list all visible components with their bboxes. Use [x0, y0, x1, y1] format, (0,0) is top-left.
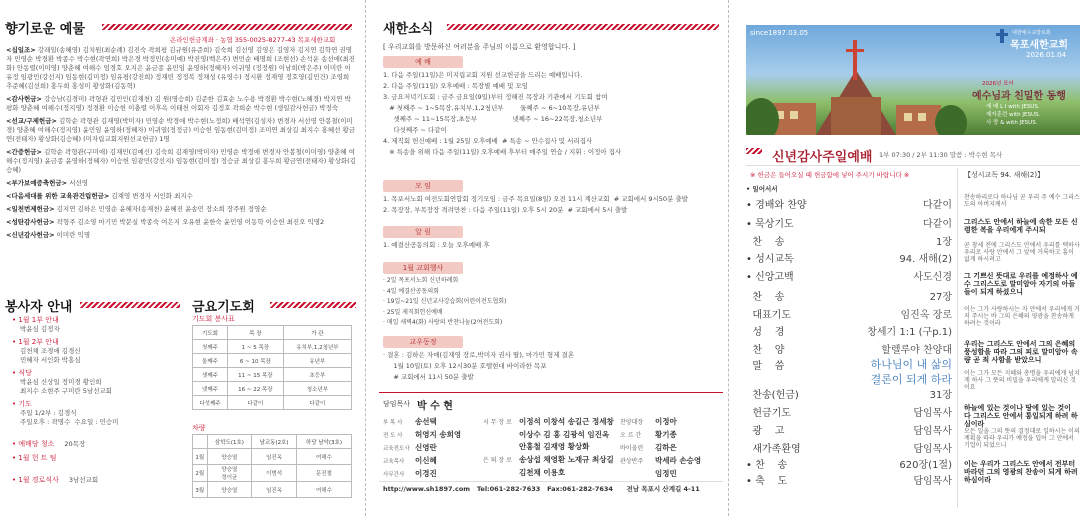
table-header-cell: [193, 435, 208, 449]
column-divider: [957, 168, 958, 508]
table-header-cell: 남교동(2호): [252, 435, 297, 449]
table-cell: 셋째주: [193, 368, 228, 382]
volunteer-item: [12, 400, 182, 427]
worship-notices: [383, 70, 723, 158]
worship-order-row: [746, 306, 952, 321]
events-list: [383, 276, 723, 329]
motto-line: 제자훈련 with JESUS.: [986, 112, 1041, 118]
volunteer-names: 주일 1/2부 : 김경식 주일오후 : 곽명수 수요일 : 민승미: [20, 409, 119, 426]
event-item: · 25일 제직회헌신예배: [383, 308, 443, 316]
reading-congregation: [964, 272, 1080, 296]
notices: [383, 240, 723, 251]
member-news-item: · 결혼 : 김하은 자매(김재영 장로,박미자 권사 딸), 마가민 형제 결혼: [383, 351, 575, 359]
table-cell: 3월: [193, 482, 208, 498]
friday-subtitle: 기도회 봉사표: [192, 315, 235, 323]
church-contact: http://www.sh1897.com Tel:061-282-7633 Fax:061-282-7634 전남 목포시 산계길 4-11: [383, 485, 700, 493]
table-cell: 첫째주: [193, 340, 228, 354]
right-panel: [728, 0, 1091, 516]
staff-name: 이신혜: [415, 456, 437, 465]
reading-leader: 찬송하리로다 하나님 곧 우리 주 예수 그리스도의 아버지께서: [964, 194, 1080, 208]
offering-group-label: <부가보예증축헌금>: [6, 179, 68, 187]
worship-order-label: 말 씀: [746, 361, 785, 372]
middle-panel: [365, 0, 728, 516]
worship-order-label: • 일어서서: [746, 185, 778, 193]
table-header: [193, 435, 352, 449]
motto-lines: [986, 103, 1040, 127]
table-row: [193, 396, 352, 410]
offering-title: 향기로운 예물: [5, 22, 85, 37]
offering-group-names: 강승남(김경미) 곽형관 김민인(김재천) 김 원(명승희) 김준한 김효순 노수용 박경환 박수현(노혜경) 박지연 박평화 양춘혜 여해수(정지영) 정경환 이승헌 이충렬 이후옥 이태천 이회자 김정호 곽희순 박수현 (생일감사헌금) 박정숙: [6, 95, 351, 112]
worship-service-title: 신년감사주일예배: [772, 150, 873, 165]
staff-role: 교육목사: [383, 459, 405, 465]
offering-group: [6, 179, 356, 188]
staff-role: 사무간사: [383, 472, 405, 478]
meeting-label: 모 임: [383, 180, 463, 192]
offering-group: [6, 46, 356, 91]
worship-order-row: [746, 323, 952, 338]
offering-group-label: <성탄감사헌금>: [6, 218, 55, 226]
table-cell: 양승열: [207, 482, 252, 498]
worship-order-row: [746, 422, 952, 437]
table-cell: 유치부,1,2청년부: [283, 340, 351, 354]
worship-order-row: [746, 440, 952, 455]
car-title: 차량: [192, 424, 206, 432]
violin-label: 바이올린: [620, 445, 644, 452]
staff-row: [383, 416, 483, 429]
worship-order-value: 하나님이 내 삶의 결론이 되게 하라: [870, 358, 952, 386]
reading-congregation: [964, 404, 1080, 428]
worship-order-label: 헌금기도: [746, 408, 791, 419]
reading-leader: 이는 그가 사랑하시는 자 안에서 우리에게 거저 주시는 바 그의 은혜의 영광을 찬송하게 하려는 것이라: [964, 306, 1080, 327]
staff-row: [383, 455, 483, 468]
meeting-notice: 1. 목포서노회 여전도회연합회 정기모임 : 금주 목요일(8일) 오전 11시 계산교회 # 교회에서 9시50분 출발: [383, 195, 688, 203]
elders-label: 시 무 장 로: [483, 419, 512, 426]
accomp-label: 관상반주: [620, 458, 644, 465]
staff-list: [383, 416, 483, 481]
worship-order-label: • 성시교독: [746, 254, 794, 265]
choir-label: 찬양대장: [620, 419, 644, 426]
table-cell: 2월: [193, 465, 208, 482]
offering-note: ※ 헌금은 들어오실 때 헌금함에 넣어 주시기 바랍니다 ※: [750, 171, 910, 179]
reading-title: 【성시교독 94. 새해(2)】: [964, 171, 1045, 179]
volunteer-names: 3남선교회: [68, 476, 99, 484]
worship-order-label: • 묵상기도: [746, 219, 794, 230]
table-cell: 1월: [193, 449, 208, 465]
worship-label: 예 배: [383, 56, 463, 68]
retired-label: 은 퇴 장 로: [483, 457, 512, 464]
volunteer-item: [12, 316, 182, 334]
motto-main: 예수님과 친밀한 동행: [972, 91, 1066, 102]
title-stripe: [102, 24, 352, 30]
worship-order-value: 담임목사: [913, 444, 952, 455]
table-cell: 양승열 정이균: [207, 465, 252, 482]
worship-order-row: [746, 250, 952, 265]
offering-group-names: 강래일(송혜영) 김치원(최순례) 김진숙 곽희평 김규원(유준희) 김숙희 김선영 김영은 김영자 김지연 김학연 권명자 민영순 박경환 박종수 박수현(곽연희) 박은경 박정민(송미예) 박진영(백은주) 변민순 배명희 (조현선) 손석운 송선애(최진화) 안동렬(이미영) 양춘혜 여해수 엄경호 오지은 윤금종 윤민임 윤영하(정혜자) 이귀영 (정정원) 이남희(박은주) 이미란 이유정 임광민(강선지) 임동현(김미정) 임유평(강진희) 정재빈 정정복 정채성 (유영수) 정시환 정재영 정호영(김민건) 조영희 추준혜(김선희) 홍두희 홍성미 황상화(김동혁): [6, 46, 356, 90]
condolence-label: 교우동정: [383, 336, 463, 348]
worship-order-value: 담임목사: [913, 426, 952, 437]
worship-order-label: • 경배와 찬양: [746, 200, 807, 211]
offering-group: [6, 205, 356, 214]
worship-order-label: • 찬 송: [746, 460, 788, 471]
worship-order-value: 620장(1절): [899, 460, 952, 471]
table-cell: 1 ~ 5 목장: [228, 340, 284, 354]
events-label: 1월 교회행사: [383, 262, 463, 274]
elders-names: 이정석 이창석 송길근 정세창 이상수 김 홍 김광석 임진옥 안홍철 김재영 황상화: [519, 417, 614, 451]
offering-group-names: 김재영 변경자 서인화 최지수: [109, 192, 193, 200]
reading-text: 이는 우리가 그리스도 안에서 전부터 바라던 그의 영광의 찬송이 되게 하려 하심이라: [964, 460, 1078, 484]
worship-notice: 1. 다음 주일(11일)은 미지립교회 지원 선교헌금을 드리는 예배입니다.: [383, 71, 583, 79]
event-item: · 2일 목포서노회 신년하례회: [383, 277, 459, 284]
staff-row: [383, 468, 483, 481]
title-stripe: [447, 24, 719, 30]
worship-order-label: 새가족환영: [746, 444, 801, 455]
member-news-item: # 교회에서 11시 50분 출발: [383, 373, 474, 381]
worship-order-value: 27장: [929, 292, 952, 303]
volunteer-label: • 1월 1부 안내: [12, 316, 59, 324]
table-row: [193, 382, 352, 396]
worship-order-row: [746, 268, 952, 283]
member-news: [383, 350, 723, 383]
reading-text: 그 기쁘신 뜻대로 우리를 예정하사 예수 그리스도로 말미암아 자기의 아들들이 되게 하셨으니: [964, 272, 1078, 296]
worship-order-value: 담임목사: [913, 408, 952, 419]
church-name: 목포새한교회: [1010, 40, 1068, 51]
worship-order-row: [746, 215, 952, 230]
offering-group-names: 곽형주 김소영 마기민 박문실 박종숙 여은지 오유현 윤한숙 윤민영 이동학 이승헌 최진오 익명2: [54, 218, 325, 226]
volunteer-label: • 식당: [12, 369, 32, 377]
staff-name: 송선택: [415, 417, 437, 426]
title-stripe: [270, 302, 356, 308]
member-news-item: 1월 10일(토) 오후 12시30분 호텔현대 바이라한 목포: [383, 362, 547, 370]
worship-order-label: • 신앙고백: [746, 272, 794, 283]
offering-group-label: <선교/구제헌금>: [6, 117, 57, 125]
title-stripe: [80, 302, 180, 308]
organ-label: 오 르 간: [620, 432, 642, 439]
organ-name: 황기종: [655, 430, 677, 439]
volunteer-names: 박윤심 신상일 정미경 황인희 최지수 소현주 구미란 5남선교회: [20, 378, 112, 395]
volunteer-label: • 예배당 청소: [12, 440, 55, 448]
footer-divider: [379, 481, 723, 482]
reading-text: 하늘에 있는 것이나 땅에 있는 것이 다 그리스도 안에서 통일되게 하려 하심이라: [964, 404, 1078, 428]
worship-order-value: 94. 새해(2): [899, 254, 952, 265]
table-cell: 다같이: [283, 396, 351, 410]
offering-list: [6, 46, 356, 244]
volunteer-label: • 1월 헌 트 팀: [12, 454, 57, 462]
volunteer-item: [12, 338, 182, 365]
offering-account: 온라인헌금계좌 · 농협 355-0025-8277-43 목포새한교회: [170, 36, 336, 44]
table-cell: 6 ~ 10 목장: [228, 354, 284, 368]
motto-line: 사 랑 & with JESUS.: [986, 120, 1038, 126]
worship-order-label: • 축 도: [746, 476, 788, 487]
reading-congregation: [964, 460, 1080, 484]
worship-order-label: 찬 양: [746, 345, 785, 356]
staff-name: 허영지 송희영: [415, 430, 462, 439]
worship-order-row: [746, 357, 952, 387]
worship-order-row: [746, 404, 952, 419]
table-header: [193, 326, 352, 340]
table-cell: 임진옥: [252, 482, 297, 498]
offering-group: [6, 117, 356, 144]
table-row: [193, 465, 352, 482]
offering-group-names: 서선영: [67, 179, 89, 187]
reading-text: 그리스도 안에서 하늘에 속한 모든 신령한 복을 우리에게 주시되: [964, 218, 1078, 234]
volunteer-names: 20목장: [64, 440, 86, 448]
offering-group-label: <십일조>: [6, 46, 36, 54]
worship-order-label: 광 고: [746, 426, 785, 437]
reading-text: 우리는 그리스도 안에서 그의 은혜의 풍성함을 따라 그의 피로 말미암아 속량 곧 죄 사함을 받았으니: [964, 340, 1078, 364]
worship-order-value: 할렐루야 찬양대: [881, 345, 952, 356]
reading-congregation: [964, 218, 1080, 234]
pastor-name: 박 수 현: [417, 401, 453, 412]
offering-group: [6, 218, 356, 227]
worship-order-value: 31장: [929, 390, 952, 401]
worship-order-label: 찬 송: [746, 237, 785, 248]
meeting-notices: [383, 194, 723, 216]
volunteer-item: [12, 467, 182, 486]
offering-group: [6, 148, 356, 175]
offering-group: [6, 192, 356, 201]
motto-line: 예 배 L I with JESUS.: [986, 104, 1040, 110]
volunteer-names: 김천채 조경애 김경신 민혜자 서인화 박홍심: [20, 347, 81, 364]
welcome-text: [ 우리교회를 방문하신 여러분을 주님의 이름으로 환영합니다. ]: [383, 43, 576, 51]
table-cell: 여해수: [296, 449, 351, 465]
table-header-cell: 기도회: [193, 326, 228, 340]
reading-leader: 모든 일을 그의 뜻의 결정대로 일하시는 이의 계획을 따라 우리가 예정을 입어 그 안에서 기업이 되었으니: [964, 428, 1080, 449]
worship-order-value: 1장: [935, 237, 952, 248]
news-title: 새한소식: [383, 22, 434, 37]
worship-order-row: [746, 184, 952, 193]
denomination: 대한예수교장로회: [1012, 30, 1051, 36]
left-panel: [0, 0, 365, 516]
staff-name: 이경진: [415, 469, 437, 478]
table-header-cell: 하당 남악(3호): [296, 435, 351, 449]
reading-leader: 이는 그가 모든 지혜와 총명을 우리에게 넘치게 하사 그 뜻의 비밀을 우리에게 알리신 것이요: [964, 370, 1080, 391]
table-cell: 청소년부: [283, 382, 351, 396]
offering-group-label: <다음세대를 위한 교육관건립헌금>: [6, 192, 110, 200]
staff-divider: [379, 392, 723, 393]
offering-group-names: 김학순 곽형관(구미애) 김재민(김예신) 김숙희 김재영(박미자) 민영순 박정애 변경자 안봉철(이미영) 양춘혜 여해수(정지영) 윤금종 윤영하(정혜자) 이승헌 임광민(강선지) 임동현(김미정) 정승균 최상길 홍두희 황금연(전태자) 황상화(김승혜): [6, 148, 356, 174]
table-header-cell: 목 장: [228, 326, 284, 340]
table-row: [193, 449, 352, 465]
worship-notice: 2. 다음 주일(11일) 오후예배 : 목장별 예배 및 모임: [383, 82, 529, 90]
volunteer-item: [12, 454, 182, 463]
offering-group-label: <간증헌금>: [6, 148, 43, 156]
staff-role: 교육전도사: [383, 446, 410, 452]
offering-group-label: <신년감사헌금>: [6, 231, 55, 239]
worship-order-row: [746, 196, 952, 211]
worship-order-label: 찬 송: [746, 292, 785, 303]
offering-group-names: 이미란 익명: [54, 231, 91, 239]
notice-item: 1. 예결산공동의회 : 오늘 오후예배 후: [383, 241, 490, 249]
worship-order-value: 창세기 1:1 (구p.1): [867, 327, 952, 338]
table-cell: 둘째주: [193, 354, 228, 368]
offering-group-names: 김학순 곽형관 김재영(박미자) 민영순 박경애 박수현(노정희) 배석연(김성자) 변경자 서선영 안봉철(이미경) 양춘혜 여해수(정지영) 윤민임 윤영하(정혜자) 이귀열(정정금) 이승헌 임동현(김미정) 조미연 최상길 최지수 홍혜선 황금연(전태자) 황상화(김승혜) (미자립교회지원선교헌금) 1명: [6, 117, 356, 143]
choir-name: 이정아: [655, 417, 677, 426]
cross-logo-icon: [996, 29, 1008, 43]
table-cell: 다같이: [228, 396, 284, 410]
pastor-label: 담임목사: [383, 400, 411, 408]
bulletin-date: 2026.01.04: [1026, 51, 1067, 59]
table-row: [193, 340, 352, 354]
table-cell: 유년부: [283, 354, 351, 368]
volunteer-label: • 1월 2부 안내: [12, 338, 59, 346]
worship-order-value: 다같이: [923, 219, 952, 230]
worship-order-row: [746, 288, 952, 303]
offering-group-names: 김지연 김하은 민영순 윤혜자(송재천) 윤혜진 윤송민 장소희 장주원 정영순: [54, 205, 267, 213]
worship-order-value: 담임목사: [913, 476, 952, 487]
friday-title: 금요기도회: [192, 300, 255, 315]
worship-service-time: 1부 07:30 / 2부 11:30 말씀 : 박수현 목사: [879, 151, 1003, 159]
volunteer-label: • 1월 경로식사: [12, 476, 59, 484]
offering-group-label: <일천번제헌금>: [6, 205, 55, 213]
worship-notice: ※ 특송을 위해 다음 주일(11일) 오후예배 후부터 매주일 연습 / 지휘 : 이정아 집사: [383, 148, 622, 156]
staff-role: 부 목 사: [383, 420, 403, 426]
worship-order-label: 성 경: [746, 327, 785, 338]
worship-order-row: [746, 472, 952, 487]
staff-role: 전 도 사: [383, 433, 403, 439]
offering-group: [6, 231, 356, 240]
table-cell: 넷째주: [193, 382, 228, 396]
worship-notice: 4. 제직회 헌신예배 : 1월 25일 오후예배 # 특송 ~ 안수집사 및 서리집사: [383, 137, 593, 145]
volunteer-title: 봉사자 안내: [5, 300, 73, 315]
reading-congregation: [964, 340, 1080, 364]
event-item: · 19일~21일 신년교사강습회(어린이전도협회): [383, 298, 507, 305]
worship-order-row: [746, 341, 952, 356]
car-table: [192, 434, 352, 498]
table-header-cell: 삼학도(1호): [207, 435, 252, 449]
worship-notice: 3. 금요저녁기도회 : 금주 금요일(9일)부터 정해진 목장과 기관에서 기도회 참여: [383, 93, 608, 101]
offering-group: [6, 95, 356, 113]
table-cell: 이범석: [252, 465, 297, 482]
notice-label: 알 림: [383, 226, 463, 238]
volunteer-item: [12, 369, 182, 396]
title-ornament: [746, 146, 764, 156]
worship-order-label: 찬송(헌금): [746, 390, 799, 401]
table-row: [193, 354, 352, 368]
table-cell: 초등부: [283, 368, 351, 382]
since-year: since1897.03.05: [750, 29, 809, 37]
worship-order-label: 대표기도: [746, 310, 791, 321]
worship-notice: 다섯째주 ~ 다같이: [383, 126, 447, 134]
table-cell: 문진철: [296, 465, 351, 482]
worship-order-value: 다같이: [923, 200, 952, 211]
worship-notice: # 첫째주 ~ 1~5목장,유치부,1,2청년부 둘째주 ~ 6~10목장,유년부: [383, 104, 600, 112]
table-cell: 11 ~ 15 목장: [228, 368, 284, 382]
motto-year: 2026년 표어: [982, 81, 1014, 87]
table-cell: 임진옥: [252, 449, 297, 465]
church-photo: [746, 25, 1080, 135]
table-row: [193, 482, 352, 498]
staff-name: 신영란: [415, 443, 437, 452]
table-cell: 양승열: [207, 449, 252, 465]
worship-notice: 셋째주 ~ 11~15목장,초등부 넷째주 ~ 16~22목장,청소년부: [383, 115, 603, 123]
offering-group-label: <감사헌금>: [6, 95, 43, 103]
event-item: · 4일 예결산공동의회: [383, 287, 439, 295]
meeting-notice: 2. 목장장, 부목장장 격려만찬 : 다음 주일(11일) 오후 5시 20분 # 교회에서 5시 출발: [383, 206, 628, 214]
table-cell: 여해수: [296, 482, 351, 498]
staff-row: [383, 429, 483, 442]
accomp-name: 박세라 손승영: [655, 456, 702, 465]
reading-leader: 곧 창세 전에 그리스도 안에서 우리를 택하사 우리로 사랑 안에서 그 앞에 거룩하고 흠이 없게 하시려고: [964, 242, 1080, 263]
title-divider: [746, 165, 1080, 166]
accomp-name-2: 임정민: [655, 469, 677, 478]
worship-order-row: [746, 386, 952, 401]
volunteer-label: • 기도: [12, 400, 32, 408]
retired-names: 송상섭 채영환 노재규 최상길 김천채 이용호: [519, 455, 614, 477]
worship-order-row: [746, 456, 952, 471]
worship-order-value: 임진옥 장로: [900, 310, 952, 321]
table-cell: 다섯째주: [193, 396, 228, 410]
table-row: [193, 368, 352, 382]
worship-order-row: [746, 233, 952, 248]
violin-name: 김하은: [655, 443, 677, 452]
friday-table: [192, 325, 352, 410]
event-item: · 매일 새벽4(화) 사랑의 반찬나눔(2여전도회): [383, 319, 503, 326]
staff-row: [383, 442, 483, 455]
volunteer-names: 박윤심 김정자: [20, 325, 60, 333]
volunteer-item: [12, 431, 182, 450]
volunteer-list: [12, 316, 182, 490]
worship-order-value: 사도신경: [913, 272, 952, 283]
table-cell: 16 ~ 22 목장: [228, 382, 284, 396]
table-header-cell: 가 관: [283, 326, 351, 340]
